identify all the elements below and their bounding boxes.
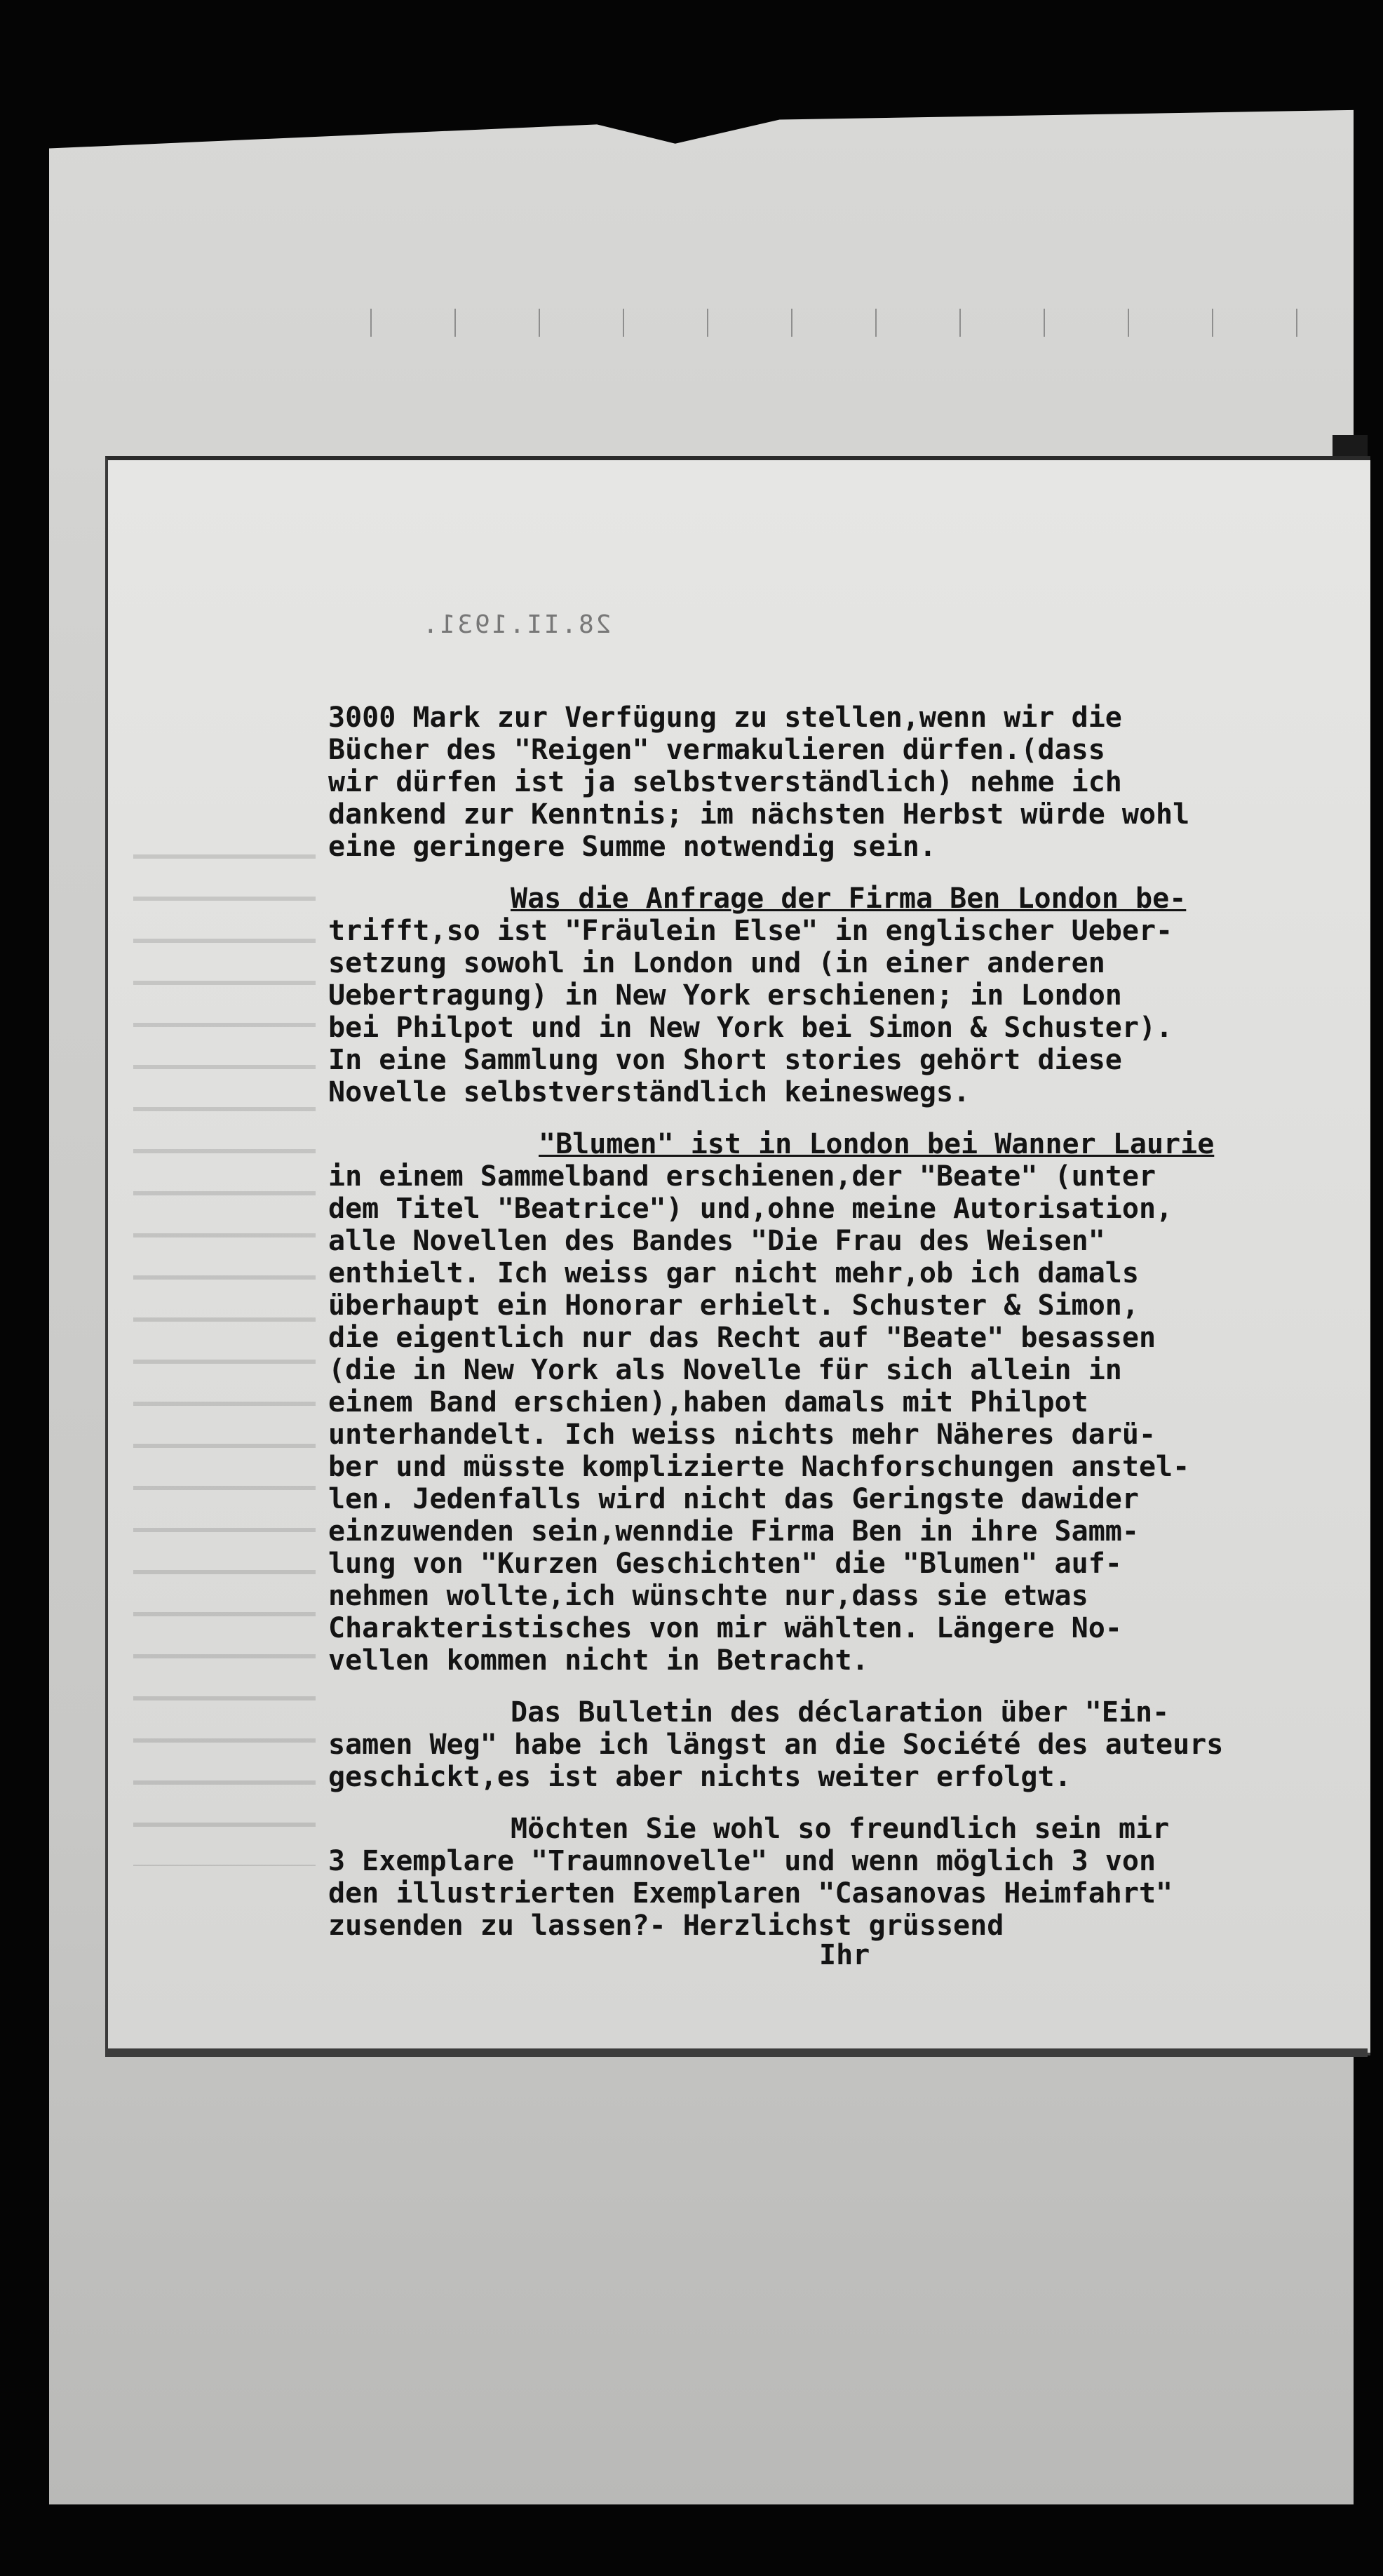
- text-line: in einem Sammelband erschienen,der "Beate" (unter: [328, 1160, 1156, 1193]
- paragraph-3: [328, 1128, 1359, 1677]
- text-line: 3000 Mark zur Verfügung zu stellen,wenn wir die: [328, 702, 1122, 734]
- text-line: lung von "Kurzen Geschichten" die "Blumen" auf-: [328, 1548, 1122, 1580]
- text-line: setzung sowohl in London und (in einer anderen: [328, 947, 1105, 979]
- text-line: einem Band erschien),haben damals mit Philpot: [328, 1386, 1088, 1418]
- text-line: die eigentlich nur das Recht auf "Beate" besassen: [328, 1322, 1156, 1354]
- text-line: enthielt. Ich weiss gar nicht mehr,ob ich damals: [328, 1257, 1139, 1289]
- text-line: zusenden zu lassen?- Herzlichst grüssend: [328, 1910, 1004, 1942]
- text-line: überhaupt ein Honorar erhielt. Schuster & Simon,: [328, 1289, 1139, 1322]
- text-line: dem Titel "Beatrice") und,ohne meine Autorisation,: [328, 1193, 1173, 1225]
- text-line: alle Novellen des Bandes "Die Frau des Weisen": [328, 1225, 1105, 1257]
- text-line: "Blumen" ist in London bei Wanner Laurie: [539, 1128, 1215, 1160]
- text-line: len. Jedenfalls wird nicht das Geringste dawider: [328, 1483, 1139, 1515]
- text-line: trifft,so ist "Fräulein Else" in englischer Ueber-: [328, 915, 1173, 947]
- text-line: Was die Anfrage der Firma Ben London be-: [511, 883, 1187, 915]
- paragraph-5: [328, 1813, 1359, 1971]
- bleed-through-margin-text: [133, 828, 316, 1866]
- paragraph-2: [328, 883, 1359, 1108]
- text-line: Bücher des "Reigen" vermakulieren dürfen.(dass: [328, 734, 1105, 766]
- mirrored-date: 28.II.1931.: [421, 610, 612, 639]
- text-line: Charakteristisches von mir wählten. Längere No-: [328, 1612, 1122, 1644]
- text-line: eine geringere Summe notwendig sein.: [328, 831, 936, 863]
- text-line: geschickt,es ist aber nichts weiter erfolgt.: [328, 1761, 1072, 1793]
- text-line: Uebertragung) in New York erschienen; in London: [328, 979, 1122, 1012]
- text-line: 3 Exemplare "Traumnovelle" und wenn möglich 3 von: [328, 1845, 1156, 1877]
- text-line: wir dürfen ist ja selbstverständlich) nehme ich: [328, 766, 1122, 798]
- sheet-bottom-edge: [105, 2048, 1368, 2057]
- paragraph-4: [328, 1696, 1359, 1793]
- text-line: Möchten Sie wohl so freundlich sein mir: [511, 1813, 1170, 1845]
- text-line: einzuwenden sein,wenndie Firma Ben in ihre Samm-: [328, 1515, 1139, 1548]
- letter-body: [328, 702, 1359, 1991]
- text-line: In eine Sammlung von Short stories gehört diese: [328, 1044, 1122, 1076]
- text-line: bei Philpot und in New York bei Simon & Schuster).: [328, 1012, 1173, 1044]
- closing-word: Ihr: [819, 1939, 870, 1971]
- text-line: den illustrierten Exemplaren "Casanovas Heimfahrt": [328, 1877, 1173, 1910]
- tab-marks-strip: [330, 309, 1325, 337]
- paragraph-1: [328, 702, 1359, 863]
- text-line: ber und müsste komplizierte Nachforschungen anstel-: [328, 1451, 1190, 1483]
- text-line: Novelle selbstverständlich keineswegs.: [328, 1076, 971, 1108]
- text-line: Das Bulletin des déclaration über "Ein-: [511, 1696, 1170, 1729]
- text-line: (die in New York als Novelle für sich allein in: [328, 1354, 1122, 1386]
- text-line: unterhandelt. Ich weiss nichts mehr Näheres darü-: [328, 1418, 1156, 1451]
- text-line: samen Weg" habe ich längst an die Société des auteurs: [328, 1729, 1224, 1761]
- text-line: dankend zur Kenntnis; im nächsten Herbst würde wohl: [328, 798, 1190, 831]
- text-line: vellen kommen nicht in Betracht.: [328, 1644, 869, 1677]
- text-line: nehmen wollte,ich wünschte nur,dass sie etwas: [328, 1580, 1088, 1612]
